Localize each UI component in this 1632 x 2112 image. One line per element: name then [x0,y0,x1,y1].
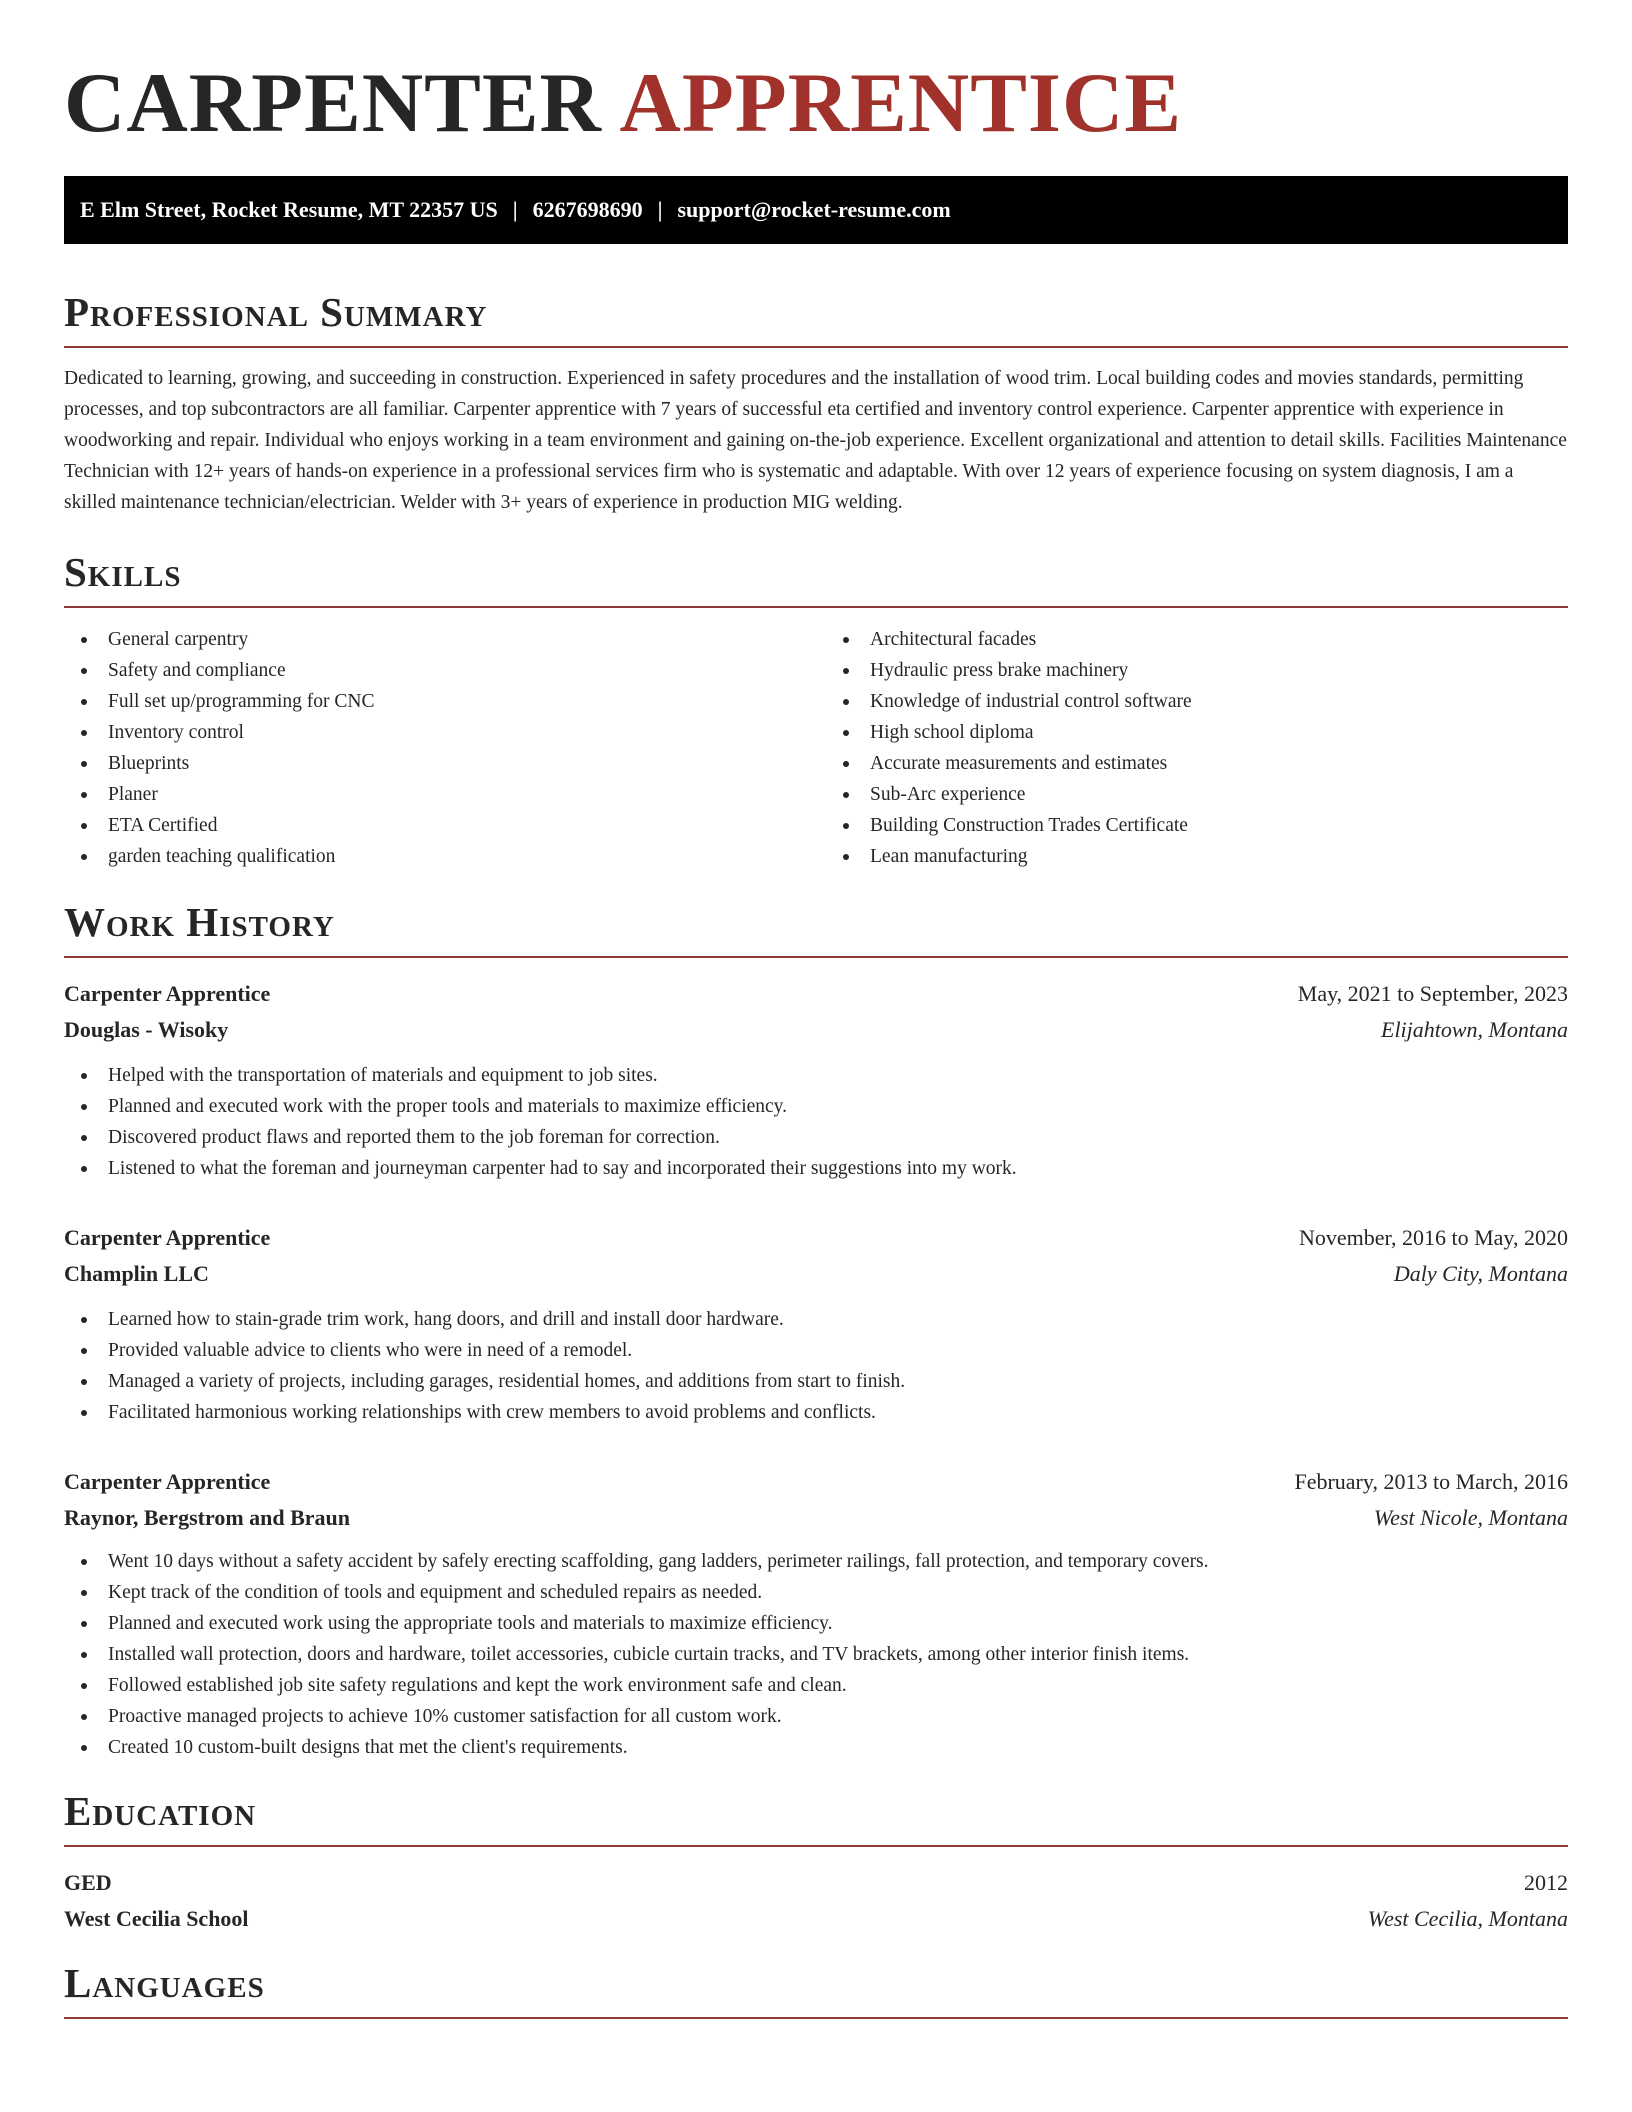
job-bullets [64,1546,1568,1763]
job-bullet: Proactive managed projects to achieve 10% customer satisfaction for all custom work. [64,1701,1568,1732]
name-last: APPRENTICE [619,56,1183,150]
skill-item: Inventory control [64,717,816,748]
resume-name-heading [64,0,1568,176]
education-location: West Cecilia, Montana [1367,1906,1568,1931]
contact-bar [64,176,1568,244]
contact-separator: | [512,197,518,222]
job-bullet: Installed wall protection, doors and hardware, toilet accessories, cubicle curtain tracks, and TV brackets, among other interior finish items. [64,1639,1568,1670]
job-bullet: Provided valuable advice to clients who were in need of a remodel. [64,1335,1568,1366]
skill-item: General carpentry [64,624,816,655]
skill-item: ETA Certified [64,810,816,841]
skills-section-title: Skills [64,548,1568,608]
job-bullet: Created 10 custom-built designs that met the client's requirements. [64,1732,1568,1763]
job-company-row [64,1500,1568,1536]
skill-item: Building Construction Trades Certificate [826,810,1568,841]
job-header-row [64,976,1568,1012]
contact-phone[interactable]: 6267698690 [532,197,643,222]
job-bullet: Planned and executed work using the appropriate tools and materials to maximize efficiency. [64,1608,1568,1639]
job-bullets [64,1304,1568,1428]
name-first: CARPENTER [64,56,602,150]
job-company: Raynor, Bergstrom and Braun [64,1505,351,1530]
skill-item: Planer [64,779,816,810]
job-bullet: Learned how to stain-grade trim work, hang doors, and drill and install door hardware. [64,1304,1568,1335]
skill-item: Knowledge of industrial control software [826,686,1568,717]
skill-item: Blueprints [64,748,816,779]
skill-item: Hydraulic press brake machinery [826,655,1568,686]
job-location: Elijahtown, Montana [1381,1017,1568,1042]
contact-separator: | [657,197,663,222]
job-dates: May, 2021 to September, 2023 [1297,981,1568,1006]
job-bullet: Discovered product flaws and reported them to the job foreman for correction. [64,1122,1568,1153]
job-header-row [64,1464,1568,1500]
summary-section-title: Professional Summary [64,288,1568,348]
contact-address: E Elm Street, Rocket Resume, MT 22357 US [80,197,498,222]
education-school: West Cecilia School [64,1906,249,1931]
job-entry [64,976,1568,1184]
job-bullet: Went 10 days without a safety accident by safely erecting scaffolding, gang ladders, perimeter railings, fall protection, and temporary covers. [64,1546,1568,1577]
job-bullet: Facilitated harmonious working relationships with crew members to avoid problems and conflicts. [64,1397,1568,1428]
summary-text: Dedicated to learning, growing, and succeeding in construction. Experienced in safety procedures and the installation of wood trim. Local building codes and movies standards, permitting processes, and top subcontractors are all familiar. Carpenter apprentice with 7 years of successful eta certified and inventory control experience. Carpenter apprentice with experience in woodworking and repair. Individual who enjoys working in a team environment and gaining on-the-job experience. Excellent organizational and attention to detail skills. Facilities Maintenance Technician with 12+ years of hands-on experience in a professional services firm who is systematic and adaptable. With over 12 years of experience focusing on system diagnosis, I am a skilled maintenance technician/electrician. Welder with 3+ years of experience in production MIG welding. [64,368,1567,513]
skill-item: Architectural facades [826,624,1568,655]
languages-section-title: Languages [64,1959,1568,2019]
education-year: 2012 [1524,1870,1568,1895]
education-school-row [64,1901,1568,1937]
job-bullet: Listened to what the foreman and journeyman carpenter had to say and incorporated their suggestions into my work. [64,1153,1568,1184]
job-entry [64,1464,1568,1763]
job-bullet: Planned and executed work with the proper tools and materials to maximize efficiency. [64,1091,1568,1122]
education-header-row [64,1865,1568,1901]
job-company: Douglas - Wisoky [64,1017,229,1042]
skill-item: High school diploma [826,717,1568,748]
education-entry [64,1865,1568,1937]
skills-column-left [64,624,816,872]
job-company-row [64,1012,1568,1048]
job-header-row [64,1220,1568,1256]
skill-item: Accurate measurements and estimates [826,748,1568,779]
skill-item: Lean manufacturing [826,841,1568,872]
skill-item: Safety and compliance [64,655,816,686]
skills-column-right [816,624,1568,872]
job-role: Carpenter Apprentice [64,1469,271,1494]
job-dates: February, 2013 to March, 2016 [1294,1469,1568,1494]
job-dates: November, 2016 to May, 2020 [1299,1225,1568,1250]
skill-item: Sub-Arc experience [826,779,1568,810]
job-bullets [64,1060,1568,1184]
education-degree: GED [64,1870,112,1895]
skill-item: garden teaching qualification [64,841,816,872]
job-bullet: Helped with the transportation of materials and equipment to job sites. [64,1060,1568,1091]
job-role: Carpenter Apprentice [64,981,271,1006]
skill-item: Full set up/programming for CNC [64,686,816,717]
job-role: Carpenter Apprentice [64,1225,271,1250]
education-section-title: Education [64,1787,1568,1847]
work-history-section-title: Work History [64,898,1568,958]
job-bullet: Kept track of the condition of tools and equipment and scheduled repairs as needed. [64,1577,1568,1608]
job-bullet: Managed a variety of projects, including garages, residential homes, and additions from start to finish. [64,1366,1568,1397]
job-company: Champlin LLC [64,1261,209,1286]
job-company-row [64,1256,1568,1292]
job-location: West Nicole, Montana [1373,1505,1568,1530]
job-location: Daly City, Montana [1393,1261,1568,1286]
job-entry [64,1220,1568,1428]
job-bullet: Followed established job site safety regulations and kept the work environment safe and clean. [64,1670,1568,1701]
contact-email[interactable]: support@rocket-resume.com [677,197,951,222]
skills-list [64,624,1568,872]
